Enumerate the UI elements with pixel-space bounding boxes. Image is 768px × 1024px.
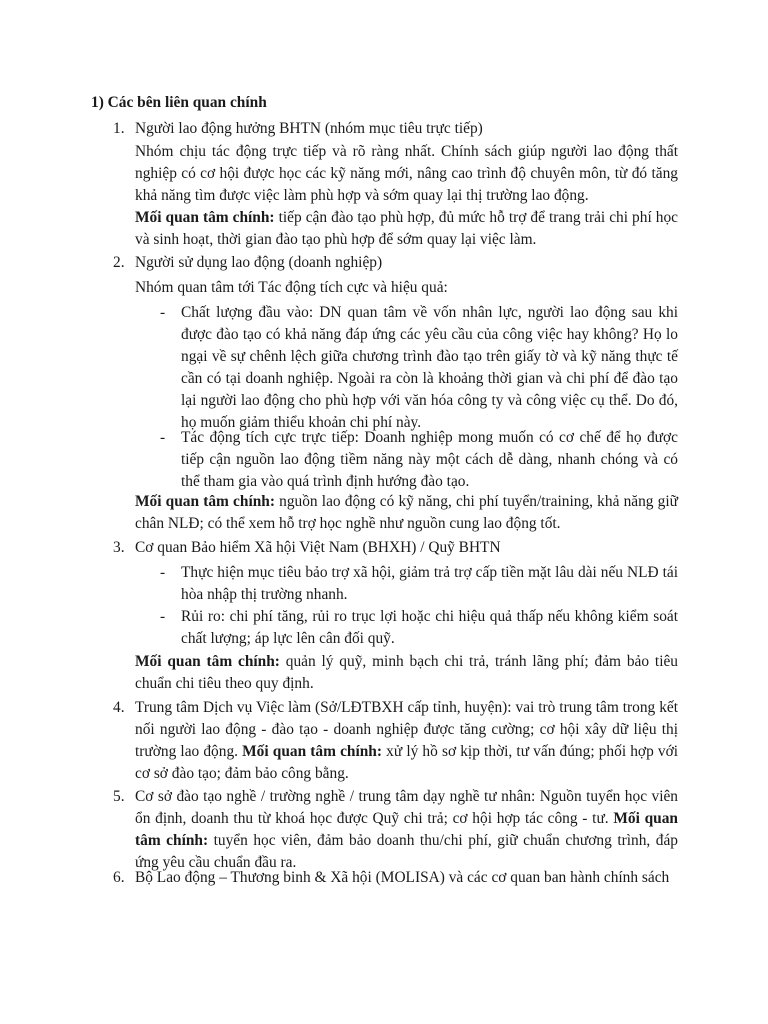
- concern-label: Mối quan tâm chính:: [135, 810, 678, 849]
- item-title: Cơ quan Bảo hiểm Xã hội Việt Nam (BHXH) / Quỹ BHTN: [135, 539, 501, 556]
- item-body: Bộ Lao động – Thương binh & Xã hội (MOLISA) và các cơ quan ban hành chính sách: [135, 869, 670, 886]
- bullet-dash: -: [160, 429, 166, 446]
- item-title: Người sử dụng lao động (doanh nghiệp): [135, 254, 383, 271]
- bullet-dash: -: [160, 564, 166, 581]
- bullet-dash: -: [160, 608, 166, 625]
- item-number: 4.: [113, 699, 125, 716]
- bullet-text: Chất lượng đầu vào: DN quan tâm về vốn nhân lực, người lao động sau khi được đào tạo có khả năng đáp ứng các yêu cầu của công việc hay không? Họ lo ngại về sự chênh lệch giữa chương trình đào tạo trên giấy tờ và kỹ năng thực tế cần có tại doanh nghiệp. Ngoài ra còn là khoảng thời gian và chi phí để đào tạo lại người lao động cho phù hợp với văn hóa công ty và công việc cụ thể. Do đó, họ muốn giảm thiểu khoản chi phí này.: [181, 304, 678, 431]
- item-title: Người lao động hưởng BHTN (nhóm mục tiêu trực tiếp): [135, 120, 483, 137]
- bullet-dash: -: [160, 304, 166, 321]
- concern-text: quản lý quỹ, minh bạch chi trả, tránh lãng phí; đảm bảo tiêu chuẩn chi tiêu theo quy định.: [135, 653, 678, 692]
- concern-label: Mối quan tâm chính:: [135, 493, 275, 510]
- item-body: [135, 697, 678, 785]
- item-number: 1.: [113, 120, 125, 137]
- main-concern: [135, 491, 678, 535]
- item-number: 5.: [113, 788, 125, 805]
- item-number: 6.: [113, 869, 125, 886]
- section-heading: 1) Các bên liên quan chính: [91, 94, 267, 111]
- bullet-text: Tác động tích cực trực tiếp: Doanh nghiệp mong muốn có cơ chế để họ được tiếp cận nguồn lao động tiềm năng này một cách dễ dàng, nhanh chóng và có thể tham gia vào quá trình định hướng đào tạo.: [181, 429, 678, 490]
- item-text: Cơ sở đào tạo nghề / trường nghề / trung tâm dạy nghề tư nhân: Nguồn tuyển học viên ổn định, doanh thu từ khoá học được Quỹ chi trả; cơ hội hợp tác công - tư.: [135, 788, 678, 827]
- main-concern: [135, 651, 678, 695]
- bullet-text: Rủi ro: chi phí tăng, rủi ro trục lợi hoặc chi hiệu quả thấp nếu không kiểm soát chất lượng; áp lực lên cân đối quỹ.: [181, 608, 678, 647]
- item-number: 3.: [113, 539, 125, 556]
- concern-label: Mối quan tâm chính:: [135, 653, 280, 670]
- concern-text: xử lý hồ sơ kịp thời, tư vấn đúng; phối hợp với cơ sở đào tạo; đảm bảo công bằng.: [135, 743, 679, 782]
- item-number: 2.: [113, 254, 125, 271]
- item-description: Nhóm chịu tác động trực tiếp và rõ ràng nhất. Chính sách giúp người lao động thất nghiệp có cơ hội được học các kỹ năng mới, nâng cao trình độ chuyên môn, từ đó tăng khả năng tìm được việc làm phù hợp và sớm quay lại thị trường lao động.: [135, 143, 678, 204]
- concern-text: tuyển học viên, đảm bảo doanh thu/chi phí, giữ chuẩn chương trình, đáp ứng yêu cầu chuẩn đầu ra.: [135, 832, 678, 871]
- item-intro: Nhóm quan tâm tới Tác động tích cực và hiệu quả:: [135, 279, 448, 296]
- bullet-text: Thực hiện mục tiêu bảo trợ xã hội, giảm trả trợ cấp tiền mặt lâu dài nếu NLĐ tái hòa nhập thị trường nhanh.: [181, 564, 678, 603]
- concern-label: Mối quan tâm chính:: [135, 209, 275, 226]
- concern-label: Mối quan tâm chính:: [242, 743, 382, 760]
- concern-text: nguồn lao động có kỹ năng, chi phí tuyển/training, khả năng giữ chân NLĐ; có thể xem hỗ trợ học nghề như nguồn cung lao động tốt.: [135, 493, 678, 532]
- item-body: [135, 786, 678, 874]
- main-concern: [135, 207, 678, 251]
- concern-text: tiếp cận đào tạo phù hợp, đủ mức hỗ trợ để trang trải chi phí học và sinh hoạt, thời gian đào tạo phù hợp để sớm quay lại việc làm.: [135, 209, 678, 248]
- item-text: Trung tâm Dịch vụ Việc làm (Sở/LĐTBXH cấp tỉnh, huyện): vai trò trung tâm trong kết nối người lao động - đào tạo - doanh nghiệp được tăng cường; cơ hội xây dữ liệu thị trường lao động.: [135, 699, 678, 760]
